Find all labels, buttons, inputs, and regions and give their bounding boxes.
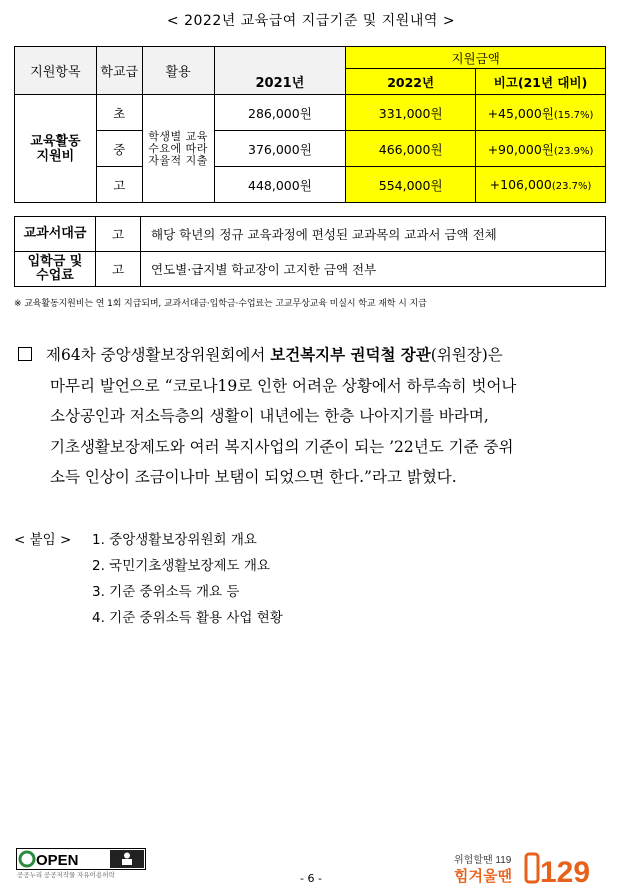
body-paragraph — [18, 340, 608, 493]
amount-2022: 466,000원 — [346, 131, 476, 167]
paragraph-line: 기초생활보장제도와 여러 복지사업의 기준이 되는 ’22년도 기준 중위 — [50, 437, 514, 456]
description-cell: 연도별·급지별 학교장이 고지한 금액 전부 — [141, 252, 606, 287]
amount-2021: 376,000원 — [214, 131, 346, 167]
amount-diff: +106,000(23.7%) — [476, 167, 606, 203]
level-cell: 고 — [96, 217, 141, 252]
table-row — [15, 217, 606, 252]
amount-2022: 331,000원 — [346, 95, 476, 131]
amount-2021: 286,000원 — [214, 95, 346, 131]
attachment-item: 3. 기준 중위소득 개요 등 — [92, 584, 240, 600]
row-label-tuition: 입학금 및 수업료 — [15, 252, 96, 287]
attachment-item: 2. 국민기초생활보장제도 개요 — [92, 558, 270, 574]
usage-cell: 학생별 교육 수요에 따라 자율적 지출 — [142, 95, 214, 203]
attachment-item: 1. 중앙생활보장위원회 개요 — [92, 532, 257, 548]
header-usage: 활용 — [142, 47, 214, 95]
hotline-129-logo — [452, 850, 602, 886]
textbook-tuition-table — [14, 216, 606, 287]
page-title: < 2022년 교육급여 지급기준 및 지원내역 > — [166, 13, 456, 29]
amount-2021: 448,000원 — [214, 167, 346, 203]
level-cell: 초 — [96, 95, 142, 131]
amount-diff: +90,000원(23.9%) — [476, 131, 606, 167]
attachments-label: < 붙임 > — [14, 532, 72, 548]
table-row — [15, 95, 606, 131]
header-amount-group: 지원금액 — [346, 47, 606, 69]
paragraph-line: 제64차 중앙생활보장위원회에서 보건복지부 권덕철 장관(위원장)은 — [18, 340, 608, 371]
header-2022: 2022년 — [346, 69, 476, 95]
attachment-item: 4. 기준 중위소득 활용 사업 현황 — [92, 610, 283, 626]
paragraph-line: 소득 인상이 조금이나마 보탬이 되었으면 한다.”라고 밝혔다. — [50, 468, 457, 486]
level-cell: 고 — [96, 167, 142, 203]
row-label-textbook: 교과서대금 — [15, 217, 96, 252]
hotline-number: 129 — [540, 856, 591, 886]
table-row — [15, 131, 606, 167]
level-cell: 중 — [96, 131, 142, 167]
attachments-list — [14, 527, 283, 631]
table-row — [15, 252, 606, 287]
paragraph-line: 마무리 발언으로 “코로나19로 인한 어려운 상황에서 하루속히 벗어나 — [50, 376, 517, 395]
person-icon — [124, 853, 130, 859]
footnote: ※ 교육활동지원비는 연 1회 지급되며, 교과서대금·입학금·수업료는 고교무상교육 미실시 학교 재학 시 지급 — [14, 299, 427, 309]
header-2021: 2021년 — [214, 69, 346, 95]
open-logo-text: OPEN — [36, 852, 79, 869]
amount-2022: 554,000원 — [346, 167, 476, 203]
table-row — [15, 167, 606, 203]
description-cell: 해당 학년의 정규 교육과정에 편성된 교과목의 교과서 금액 전체 — [141, 217, 606, 252]
header-level: 학교급 — [96, 47, 142, 95]
hotline-small-text: 위험할땐 119 — [454, 855, 512, 866]
header-note: 비고(21년 대비) — [476, 69, 606, 95]
level-cell: 고 — [96, 252, 141, 287]
amount-diff: +45,000원(15.7%) — [476, 95, 606, 131]
page-number: - 6 - — [300, 872, 322, 885]
phone-icon — [526, 854, 538, 882]
row-label-education: 교육활동 지원비 — [15, 95, 97, 203]
support-amount-table — [14, 46, 606, 203]
hotline-big-text: 힘겨울땐 — [454, 868, 512, 885]
header-item: 지원항목 — [15, 47, 97, 95]
open-license-subtext: 공공누리 공공저작물 자유이용허락 — [17, 872, 115, 878]
paragraph-line: 소상공인과 저소득층의 생활이 내년에는 한층 나아지기를 바라며, — [50, 407, 489, 425]
checkbox-icon — [18, 347, 32, 361]
